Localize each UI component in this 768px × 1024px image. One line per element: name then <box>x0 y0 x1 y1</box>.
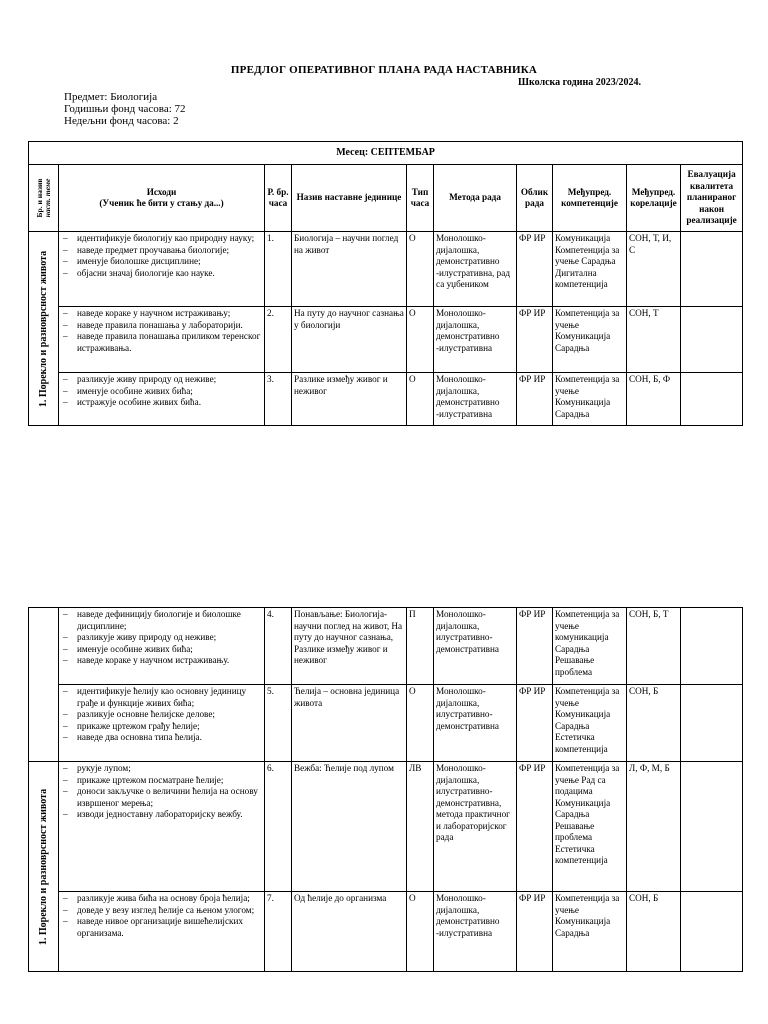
lesson-type: П <box>407 608 434 685</box>
form-cell: ФР ИР <box>517 373 553 426</box>
form-cell: ФР ИР <box>517 685 553 762</box>
evaluation-cell <box>681 232 743 307</box>
outcomes-cell: – разликује живу природу од неживе; – именује особине живих бића; – истражује особине живих бића. <box>59 373 265 426</box>
lesson-name: Вежба: Ћелије под лупом <box>292 762 407 892</box>
table-row <box>29 608 743 685</box>
table-row <box>29 762 743 892</box>
method-cell: Монолошко-дијалошка, демонстративно -илустративна <box>434 892 517 972</box>
method-cell: Монолошко-дијалошка, илустративно-демонстративна <box>434 608 517 685</box>
competencies-cell: Комуникација Компетенција за учење Сарадња Дигитална компетенција <box>553 232 627 307</box>
weekly-fund-line: Недељни фонд часова: 2 <box>64 115 179 127</box>
form-cell: ФР ИР <box>517 608 553 685</box>
lesson-name: Биологија – научни поглед на живот <box>292 232 407 307</box>
method-cell: Монолошко-дијалошка, илустративно-демонстративна, метода практичног и лабораторијског рада <box>434 762 517 892</box>
outcomes-cell: – наведе кораке у научном истраживању; – наведе правила понашања у лабораторији. – наведе правила понашања приликом теренског истраживања. <box>59 307 265 373</box>
col-evaluation: Евалуација квалитета планираног након реализације <box>681 165 743 232</box>
lesson-type: О <box>407 373 434 426</box>
table-row <box>29 685 743 762</box>
col-method: Метода рада <box>434 165 517 232</box>
lesson-no: 7. <box>265 892 292 972</box>
competencies-cell: Компетенција за учење Комуникација Сарадња <box>553 373 627 426</box>
col-topic: Бр. и назив наст. теме <box>29 165 59 232</box>
lesson-name: На путу до научног сазнања у биологији <box>292 307 407 373</box>
outcomes-cell: – идентификује ћелију као основну јединицу грађе и функције живих бића; – разликује основне ћелијске делове; – прикаже цртежом грађу ћелије; – наведе два основна типа ћелија. <box>59 685 265 762</box>
col-competencies: Међупред. компетенције <box>553 165 627 232</box>
correlations-cell: СОН, Т, И, С <box>627 232 681 307</box>
table-row <box>29 232 743 307</box>
table-row <box>29 892 743 972</box>
evaluation-cell <box>681 307 743 373</box>
evaluation-cell <box>681 373 743 426</box>
lesson-name: Понављање: Биологија-научни поглед на живот, На путу до научног сазнања, Разлике између живог и неживог <box>292 608 407 685</box>
page-title: ПРЕДЛОГ ОПЕРАТИВНОГ ПЛАНА РАДА НАСТАВНИКА <box>230 64 538 76</box>
outcomes-cell: – разликује жива бића на основу броја ћелија; – доведе у везу изглед ћелије са њеном улогом; – наведе нивое организације вишећелијских организама. <box>59 892 265 972</box>
topic-cell-empty <box>29 608 59 762</box>
method-cell: Монолошко-дијалошка, демонстративно -илустративна <box>434 307 517 373</box>
outcomes-cell: – наведе дефиницију биологије и биолошке дисциплине; – разликује живу природу од неживе; – именује особине живих бића; – наведе кораке у научном истраживању. <box>59 608 265 685</box>
lesson-name: Разлике између живог и неживог <box>292 373 407 426</box>
subject-line: Предмет: Биологија <box>64 91 158 103</box>
plan-table-bottom <box>28 607 743 972</box>
annual-fund-line: Годишњи фонд часова: 72 <box>64 103 186 115</box>
outcomes-cell: – рукује лупом; – прикаже цртежом посматране ћелије; – доноси закључке о величини ћелија на основу извршеног мерења; – изводи једноставну лабораторијску вежбу. <box>59 762 265 892</box>
lesson-no: 3. <box>265 373 292 426</box>
method-cell: Монолошко-дијалошка, демонстративно -илустративна, рад са уџбеником <box>434 232 517 307</box>
lesson-name: Од ћелије до организма <box>292 892 407 972</box>
lesson-no: 4. <box>265 608 292 685</box>
col-lesson-name: Назив наставне јединице <box>292 165 407 232</box>
col-outcomes: Исходи (Ученик ће бити у стању да...) <box>59 165 265 232</box>
competencies-cell: Компетенција за учење Комуникација Сарадња <box>553 892 627 972</box>
correlations-cell: СОН, Б, Ф <box>627 373 681 426</box>
correlations-cell: СОН, Б <box>627 685 681 762</box>
lesson-no: 1. <box>265 232 292 307</box>
evaluation-cell <box>681 685 743 762</box>
evaluation-cell <box>681 608 743 685</box>
lesson-no: 2. <box>265 307 292 373</box>
table-row <box>29 373 743 426</box>
evaluation-cell <box>681 762 743 892</box>
table-row <box>29 307 743 373</box>
col-type: Тип часа <box>407 165 434 232</box>
topic-label: 1. Порекло и разноврсност живота <box>29 762 59 972</box>
lesson-type: О <box>407 307 434 373</box>
month-header: Месец: СЕПТЕМБАР <box>29 142 743 165</box>
plan-table-top <box>28 141 743 426</box>
lesson-type: ЛВ <box>407 762 434 892</box>
method-cell: Монолошко-дијалошка, илустративно-демонстративна <box>434 685 517 762</box>
form-cell: ФР ИР <box>517 892 553 972</box>
lesson-name: Ћелија – основна јединица живота <box>292 685 407 762</box>
lesson-type: О <box>407 232 434 307</box>
form-cell: ФР ИР <box>517 762 553 892</box>
competencies-cell: Компетенција за учење Рад са подацима Комуникација Сарадња Решавање проблема Естетичка компетенција <box>553 762 627 892</box>
lesson-type: О <box>407 892 434 972</box>
topic-label: 1. Порекло и разноврсност живота <box>29 232 59 426</box>
evaluation-cell <box>681 892 743 972</box>
lesson-no: 6. <box>265 762 292 892</box>
competencies-cell: Компетенција за учење комуникација Сарадња Решавање проблема <box>553 608 627 685</box>
lesson-type: О <box>407 685 434 762</box>
correlations-cell: СОН, Б, Т <box>627 608 681 685</box>
school-year: Школска година 2023/2024. <box>518 77 642 88</box>
lesson-no: 5. <box>265 685 292 762</box>
method-cell: Монолошко-дијалошка, демонстративно -илустративна <box>434 373 517 426</box>
correlations-cell: СОН, Т <box>627 307 681 373</box>
col-form: Облик рада <box>517 165 553 232</box>
correlations-cell: Л, Ф, М, Б <box>627 762 681 892</box>
competencies-cell: Компетенција за учење Комуникација Сарадња <box>553 307 627 373</box>
competencies-cell: Компетенција за учење Комуникација Сарадња Естетичка компетенција <box>553 685 627 762</box>
col-lesson-no: Р. бр. часа <box>265 165 292 232</box>
form-cell: ФР ИР <box>517 307 553 373</box>
correlations-cell: СОН, Б <box>627 892 681 972</box>
outcomes-cell: – идентификује биологију као природну науку; – наведе предмет проучавања биологије; – именује биолошке дисциплине; – објасни значај биологије као науке. <box>59 232 265 307</box>
form-cell: ФР ИР <box>517 232 553 307</box>
col-correlations: Међупред. корелације <box>627 165 681 232</box>
